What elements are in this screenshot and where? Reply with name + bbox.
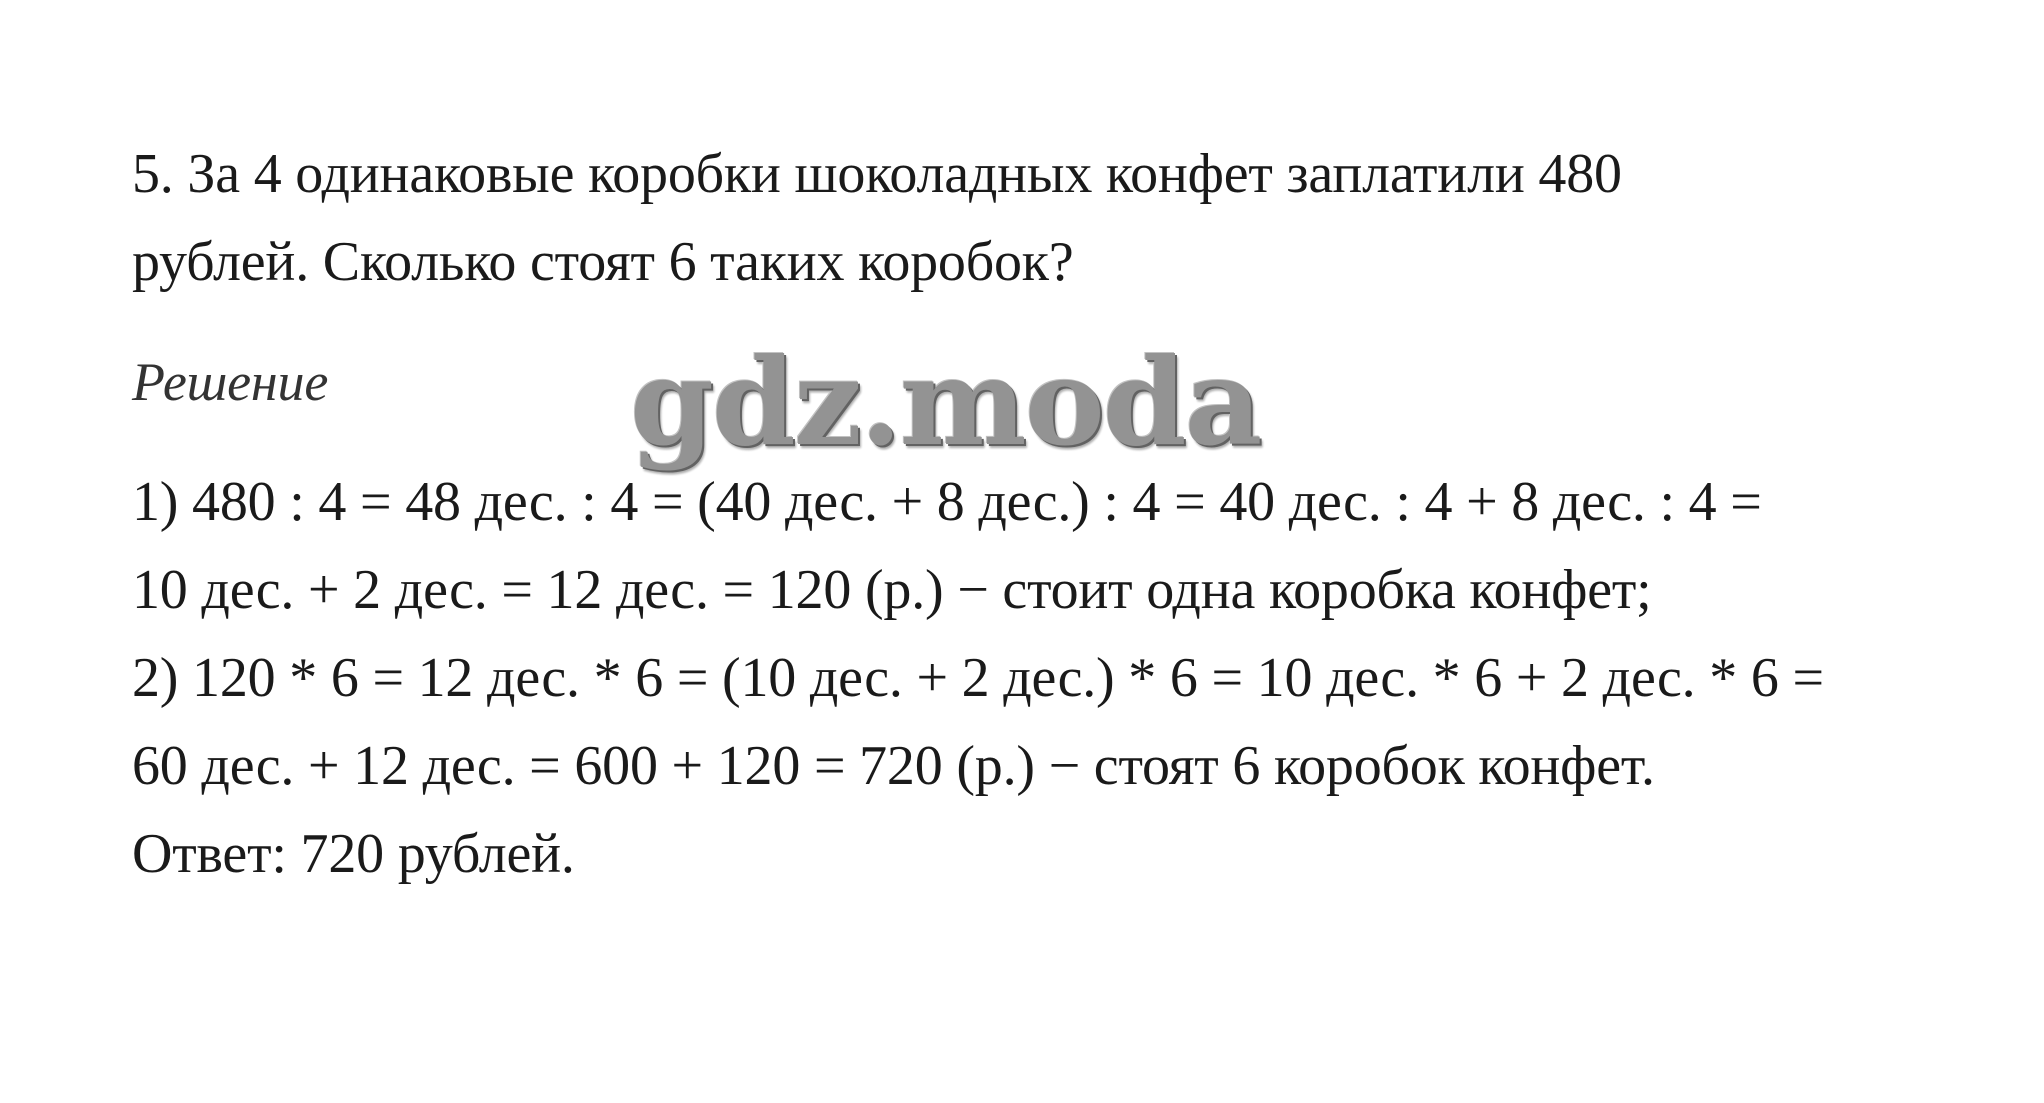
watermark-logo: gdz.moda bbox=[630, 332, 1261, 473]
solution-step1-line2: 10 дес. + 2 дес. = 12 дес. = 120 (р.) − стоит одна коробка конфет; bbox=[132, 559, 1652, 621]
problem-line-1: 5. За 4 одинаковые коробки шоколадных конфет заплатили 480 bbox=[132, 143, 1622, 205]
answer-line: Ответ: 720 рублей. bbox=[132, 823, 575, 885]
solution-heading: Решение bbox=[132, 352, 329, 412]
solution-step2-line1: 2) 120 * 6 = 12 дес. * 6 = (10 дес. + 2 дес.) * 6 = 10 дес. * 6 + 2 дес. * 6 = bbox=[132, 647, 1824, 709]
solution-step1-line1: 1) 480 : 4 = 48 дес. : 4 = (40 дес. + 8 дес.) : 4 = 40 дес. : 4 + 8 дес. : 4 = bbox=[132, 471, 1762, 533]
problem-line-2: рублей. Сколько стоят 6 таких коробок? bbox=[132, 231, 1074, 293]
solution-step2-line2: 60 дес. + 12 дес. = 600 + 120 = 720 (р.) − стоят 6 коробок конфет. bbox=[132, 735, 1655, 797]
